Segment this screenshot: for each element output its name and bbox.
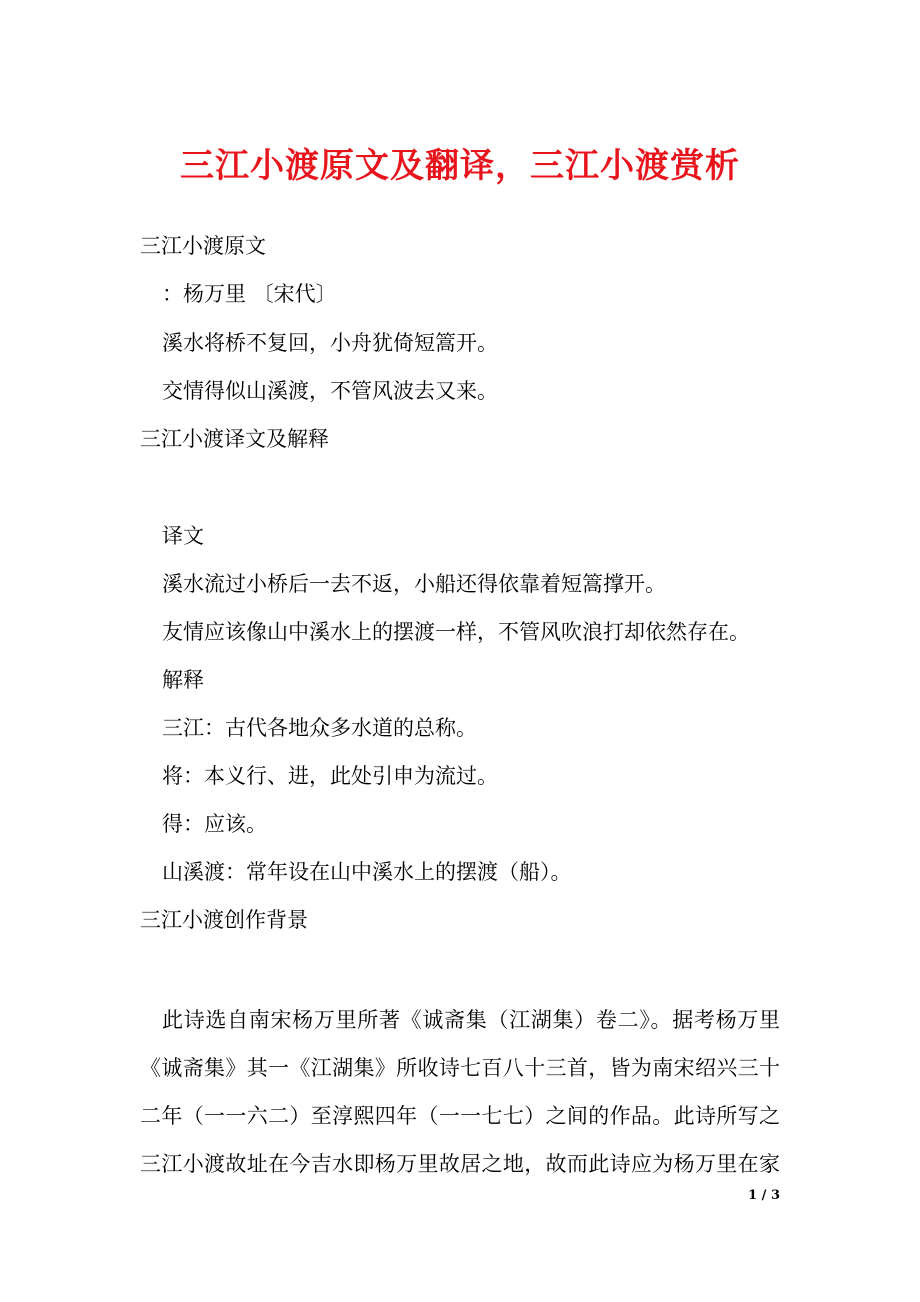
background-paragraph — [140, 996, 780, 1188]
background-line-1: 此诗选自南宋杨万里所著《诚斋集（江湖集）卷二》。据考杨万里 — [162, 1008, 780, 1032]
section-heading-background: 三江小渡创作背景 — [140, 908, 308, 932]
background-line-2: 《诚斋集》其一《江湖集》所收诗七百八十三首，皆为南宋绍兴三十 — [140, 1056, 780, 1080]
notes-label: 解释 — [162, 668, 204, 692]
translation-label: 译文 — [162, 524, 204, 548]
page-number: 1 / 3 — [748, 1188, 780, 1203]
document-title: 三江小渡原文及翻译，三江小渡赏析 — [180, 146, 740, 186]
translation-line-2: 友情应该像山中溪水上的摆渡一样，不管风吹浪打却依然存在。 — [162, 620, 750, 644]
background-line-3: 二年（一一六二）至淳熙四年（一一七七）之间的作品。此诗所写之 — [140, 1104, 780, 1128]
note-2: 将：本义行、进，此处引申为流过。 — [162, 764, 498, 788]
section-heading-translation: 三江小渡译文及解释 — [140, 427, 329, 451]
poem-line-2: 交情得似山溪渡，不管风波去又来。 — [162, 379, 498, 403]
author-line: ：杨万里 〔宋代〕 — [162, 282, 337, 306]
note-3: 得：应该。 — [162, 812, 267, 836]
note-1: 三江：古代各地众多水道的总称。 — [162, 716, 477, 740]
note-4: 山溪渡：常年设在山中溪水上的摆渡（船）。 — [162, 860, 572, 884]
background-line-4: 三江小渡故址在今吉水即杨万里故居之地，故而此诗应为杨万里在家 — [140, 1152, 780, 1176]
section-heading-original: 三江小渡原文 — [140, 234, 266, 258]
translation-line-1: 溪水流过小桥后一去不返，小船还得依靠着短篙撑开。 — [162, 572, 666, 596]
poem-line-1: 溪水将桥不复回，小舟犹倚短篙开。 — [162, 331, 498, 355]
